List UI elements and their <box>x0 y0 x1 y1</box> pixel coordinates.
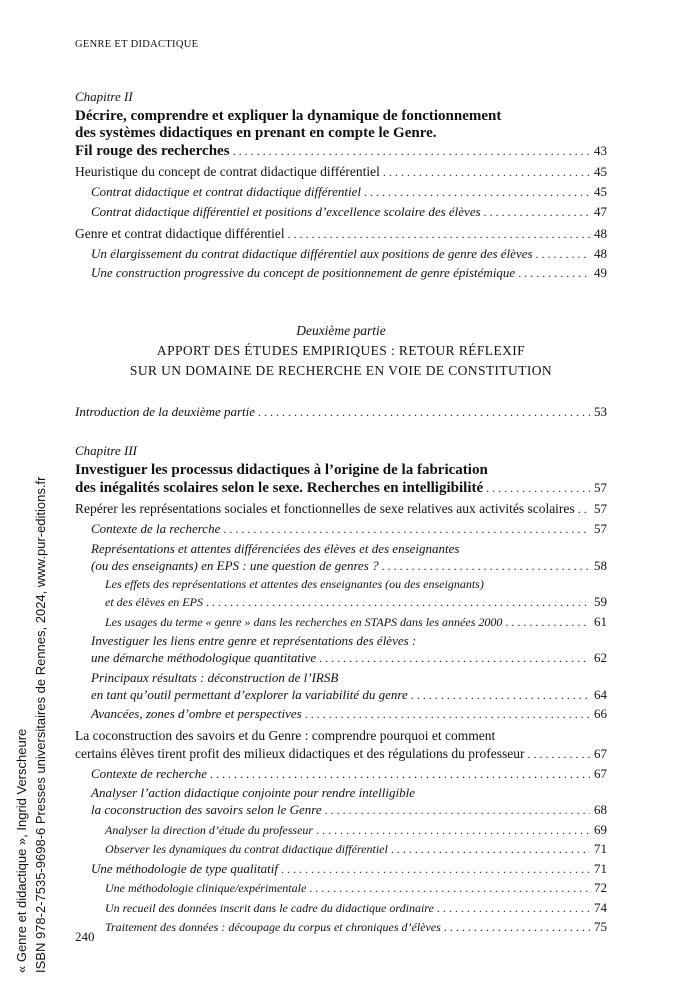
entry-line <box>75 403 607 421</box>
leader-dots <box>437 900 590 917</box>
leader-dots <box>325 802 590 819</box>
part-title-line: SUR UN DOMAINE DE RECHERCHE EN VOIE DE CONSTITUTION <box>129 363 553 378</box>
leader-dots <box>505 614 590 631</box>
entry-line <box>105 840 607 858</box>
entry-page: 59 <box>594 594 607 609</box>
chapter-title-line <box>75 142 607 160</box>
entry-text: Introduction de la deuxième partie <box>75 404 256 419</box>
entry-page: 61 <box>594 613 607 629</box>
entry-line <box>75 163 607 182</box>
entry-text: Un élargissement du contrat didactique différentiel aux positions de genre des élèves <box>91 245 533 261</box>
toc-entry <box>75 540 607 575</box>
entry-text: Heuristique du concept de contrat didactique différentiel <box>75 164 380 179</box>
entry-line <box>91 557 607 575</box>
entry-text: Genre et contrat didactique différentiel <box>75 225 285 241</box>
page-number: 240 <box>75 929 95 944</box>
entry-text: Traitement des données : découpage du corpus et chroniques d’élèves <box>105 920 441 934</box>
toc-entry <box>75 669 607 704</box>
entry-text: Avancées, zones d’ombre et perspectives <box>91 706 302 721</box>
entry-line <box>105 613 607 631</box>
leader-dots <box>309 880 590 897</box>
chapter-title-line: Décrire, comprendre et expliquer la dynamique de fonctionnement <box>75 108 502 124</box>
entry-text: Les usages du terme « genre » dans les recherches en STAPS dans les années 2000 <box>105 614 503 629</box>
leader-dots <box>258 404 590 421</box>
entry-page: 67 <box>594 745 607 761</box>
leader-dots <box>288 226 590 244</box>
toc-entry <box>75 264 607 282</box>
copyright-sidebar <box>12 443 50 973</box>
entry-line: Principaux résultats : déconstruction de l’IRSB <box>91 669 339 685</box>
entry-page: 47 <box>594 203 607 219</box>
entry-line: La coconstruction des savoirs et du Genre : comprendre pourquoi et comment <box>75 728 496 743</box>
leader-dots <box>364 184 590 201</box>
entry-page: 45 <box>594 184 607 199</box>
leader-dots <box>444 919 590 936</box>
leader-dots <box>518 265 590 282</box>
entry-text: Une méthodologie clinique/expérimentale <box>105 881 307 895</box>
leader-dots <box>486 480 590 497</box>
toc-entry <box>75 245 607 263</box>
toc-entry <box>75 520 607 538</box>
entry-page: 67 <box>594 765 607 781</box>
chapter-title-line: Investiguer les processus didactiques à l’origine de la fabrication <box>75 462 488 478</box>
entry-text: Repérer les représentations sociales et fonctionnelles de sexe relatives aux activités scolaires <box>75 501 575 516</box>
toc-entry <box>75 840 607 858</box>
running-head: GENRE ET DIDACTIQUE <box>75 39 199 50</box>
part-section <box>75 322 607 421</box>
entry-text: Une méthodologie de type qualitatif <box>91 860 279 876</box>
toc-entry <box>75 203 607 221</box>
toc-entry <box>75 784 607 819</box>
leader-dots <box>233 143 590 160</box>
chapter-section <box>75 442 607 936</box>
entry-page: 57 <box>594 501 607 516</box>
entry-line <box>91 245 607 263</box>
toc-entry <box>75 918 607 936</box>
table-of-contents <box>75 88 607 936</box>
entry-page: 62 <box>594 650 607 665</box>
entry-line <box>91 520 607 538</box>
entry-text: Contrat didactique et contrat didactique différentiel <box>91 184 361 199</box>
toc-entry <box>75 183 607 201</box>
entry-line <box>75 500 607 519</box>
entry-text: en tant qu’outil permettant d’explorer la variabilité du genre <box>91 686 408 702</box>
sidebar-isbn-line: ISBN 978-2-7535-9698-6 Presses universitaires de Rennes, 2024, www.pur-editions.fr <box>33 476 48 973</box>
entry-page: 48 <box>594 245 607 261</box>
toc-entry <box>75 860 607 878</box>
entry-line <box>91 801 607 819</box>
leader-dots <box>578 501 590 519</box>
entry-text: Contexte de recherche <box>91 765 207 781</box>
leader-dots <box>206 594 590 611</box>
entry-page: 69 <box>594 821 607 837</box>
entry-page: 43 <box>594 143 607 158</box>
entry-line <box>91 686 607 704</box>
leader-dots <box>536 246 590 263</box>
toc-entry <box>75 899 607 917</box>
entry-text: Contexte de la recherche <box>91 521 221 536</box>
entry-text: Contrat didactique différentiel et positions d’excellence scolaire des élèves <box>91 203 481 219</box>
toc-entry <box>75 163 607 182</box>
chapter-title-line <box>75 479 607 497</box>
chapter-label: Chapitre III <box>75 443 137 458</box>
toc-entry <box>75 821 607 839</box>
entry-text: la coconstruction des savoirs selon le Genre <box>91 802 322 817</box>
entry-line <box>91 203 607 221</box>
chapter-section <box>75 88 607 282</box>
entry-line <box>105 879 607 897</box>
entry-text: Un recueil des données inscrit dans le cadre du didactique ordinaire <box>105 900 434 915</box>
chapter-title-line: des systèmes didactiques en prenant en compte le Genre. <box>75 125 437 141</box>
entry-text: (ou des enseignants) en EPS : une question de genres ? <box>91 557 379 573</box>
toc-entry <box>75 225 607 244</box>
leader-dots <box>383 164 590 182</box>
entry-page: 45 <box>594 164 607 179</box>
part-heading <box>75 322 607 379</box>
toc-entry <box>75 705 607 723</box>
entry-page: 57 <box>594 480 607 495</box>
leader-dots <box>528 746 591 764</box>
chapter-title <box>75 108 607 160</box>
entry-page: 66 <box>594 706 607 721</box>
toc-entry <box>75 727 607 763</box>
entry-text: Une construction progressive du concept de positionnement de genre épistémique <box>91 265 516 280</box>
entry-text: Fil rouge des recherches <box>75 143 230 159</box>
leader-dots <box>382 558 590 575</box>
toc-entry <box>75 632 607 667</box>
entry-line <box>75 225 607 244</box>
entry-page: 68 <box>594 802 607 817</box>
entry-page: 72 <box>594 880 607 895</box>
entry-line: Les effets des représentations et attentes des enseignantes (ou des enseignants) <box>105 577 484 591</box>
entry-line <box>105 821 607 839</box>
entry-page: 64 <box>594 686 607 702</box>
entry-page: 48 <box>594 225 607 241</box>
entry-line <box>105 918 607 936</box>
entry-text: des inégalités scolaires selon le sexe. Recherches en intelligibilité <box>75 480 484 496</box>
entry-text: une démarche méthodologique quantitative <box>91 650 317 665</box>
entry-page: 75 <box>594 919 607 934</box>
toc-entry <box>75 403 607 421</box>
entry-text: certains élèves tirent profit des milieux didactiques et des régulations du professeur <box>75 745 525 761</box>
entry-line <box>91 264 607 282</box>
entry-line: Représentations et attentes différenciées des élèves et des enseignantes <box>91 540 460 556</box>
part-title-line: APPORT DES ÉTUDES EMPIRIQUES : RETOUR RÉFLEXIF <box>156 343 526 358</box>
entry-page: 57 <box>594 521 607 536</box>
entry-line <box>91 860 607 878</box>
entry-page: 49 <box>594 265 607 280</box>
entry-line <box>91 705 607 723</box>
entry-page: 74 <box>594 899 607 915</box>
entry-line <box>91 765 607 783</box>
entry-line: Analyser l’action didactique conjointe pour rendre intelligible <box>91 785 415 800</box>
toc-entry <box>75 765 607 783</box>
leader-dots <box>319 650 590 667</box>
entry-text: Observer les dynamiques du contrat didactique différentiel <box>105 842 388 856</box>
entry-text: et des élèves en EPS <box>105 595 203 609</box>
entry-line <box>105 899 607 917</box>
leader-dots <box>223 521 590 538</box>
leader-dots <box>411 687 590 704</box>
entry-line <box>75 745 607 764</box>
toc-entry <box>75 576 607 611</box>
entry-page: 53 <box>594 404 607 419</box>
part-label: Deuxième partie <box>296 323 386 338</box>
leader-dots <box>305 706 590 723</box>
entry-page: 71 <box>594 860 607 876</box>
leader-dots <box>281 861 590 878</box>
toc-entry <box>75 879 607 897</box>
entry-line <box>91 183 607 201</box>
entry-line <box>105 593 607 611</box>
entry-page: 58 <box>594 557 607 573</box>
leader-dots <box>484 204 590 221</box>
chapter-title <box>75 462 607 497</box>
entry-page: 71 <box>594 841 607 856</box>
toc-entry <box>75 500 607 519</box>
chapter-label: Chapitre II <box>75 89 133 104</box>
entry-text: Analyser la direction d’étude du professeur <box>105 822 314 837</box>
toc-entry <box>75 613 607 631</box>
sidebar-title-line: « Genre et didactique », Ingrid Verscheure <box>14 728 29 973</box>
leader-dots <box>391 841 590 858</box>
entry-line: Investiguer les liens entre genre et représentations des élèves : <box>91 633 417 648</box>
leader-dots <box>316 822 590 839</box>
entry-line <box>91 649 607 667</box>
leader-dots <box>210 766 590 783</box>
